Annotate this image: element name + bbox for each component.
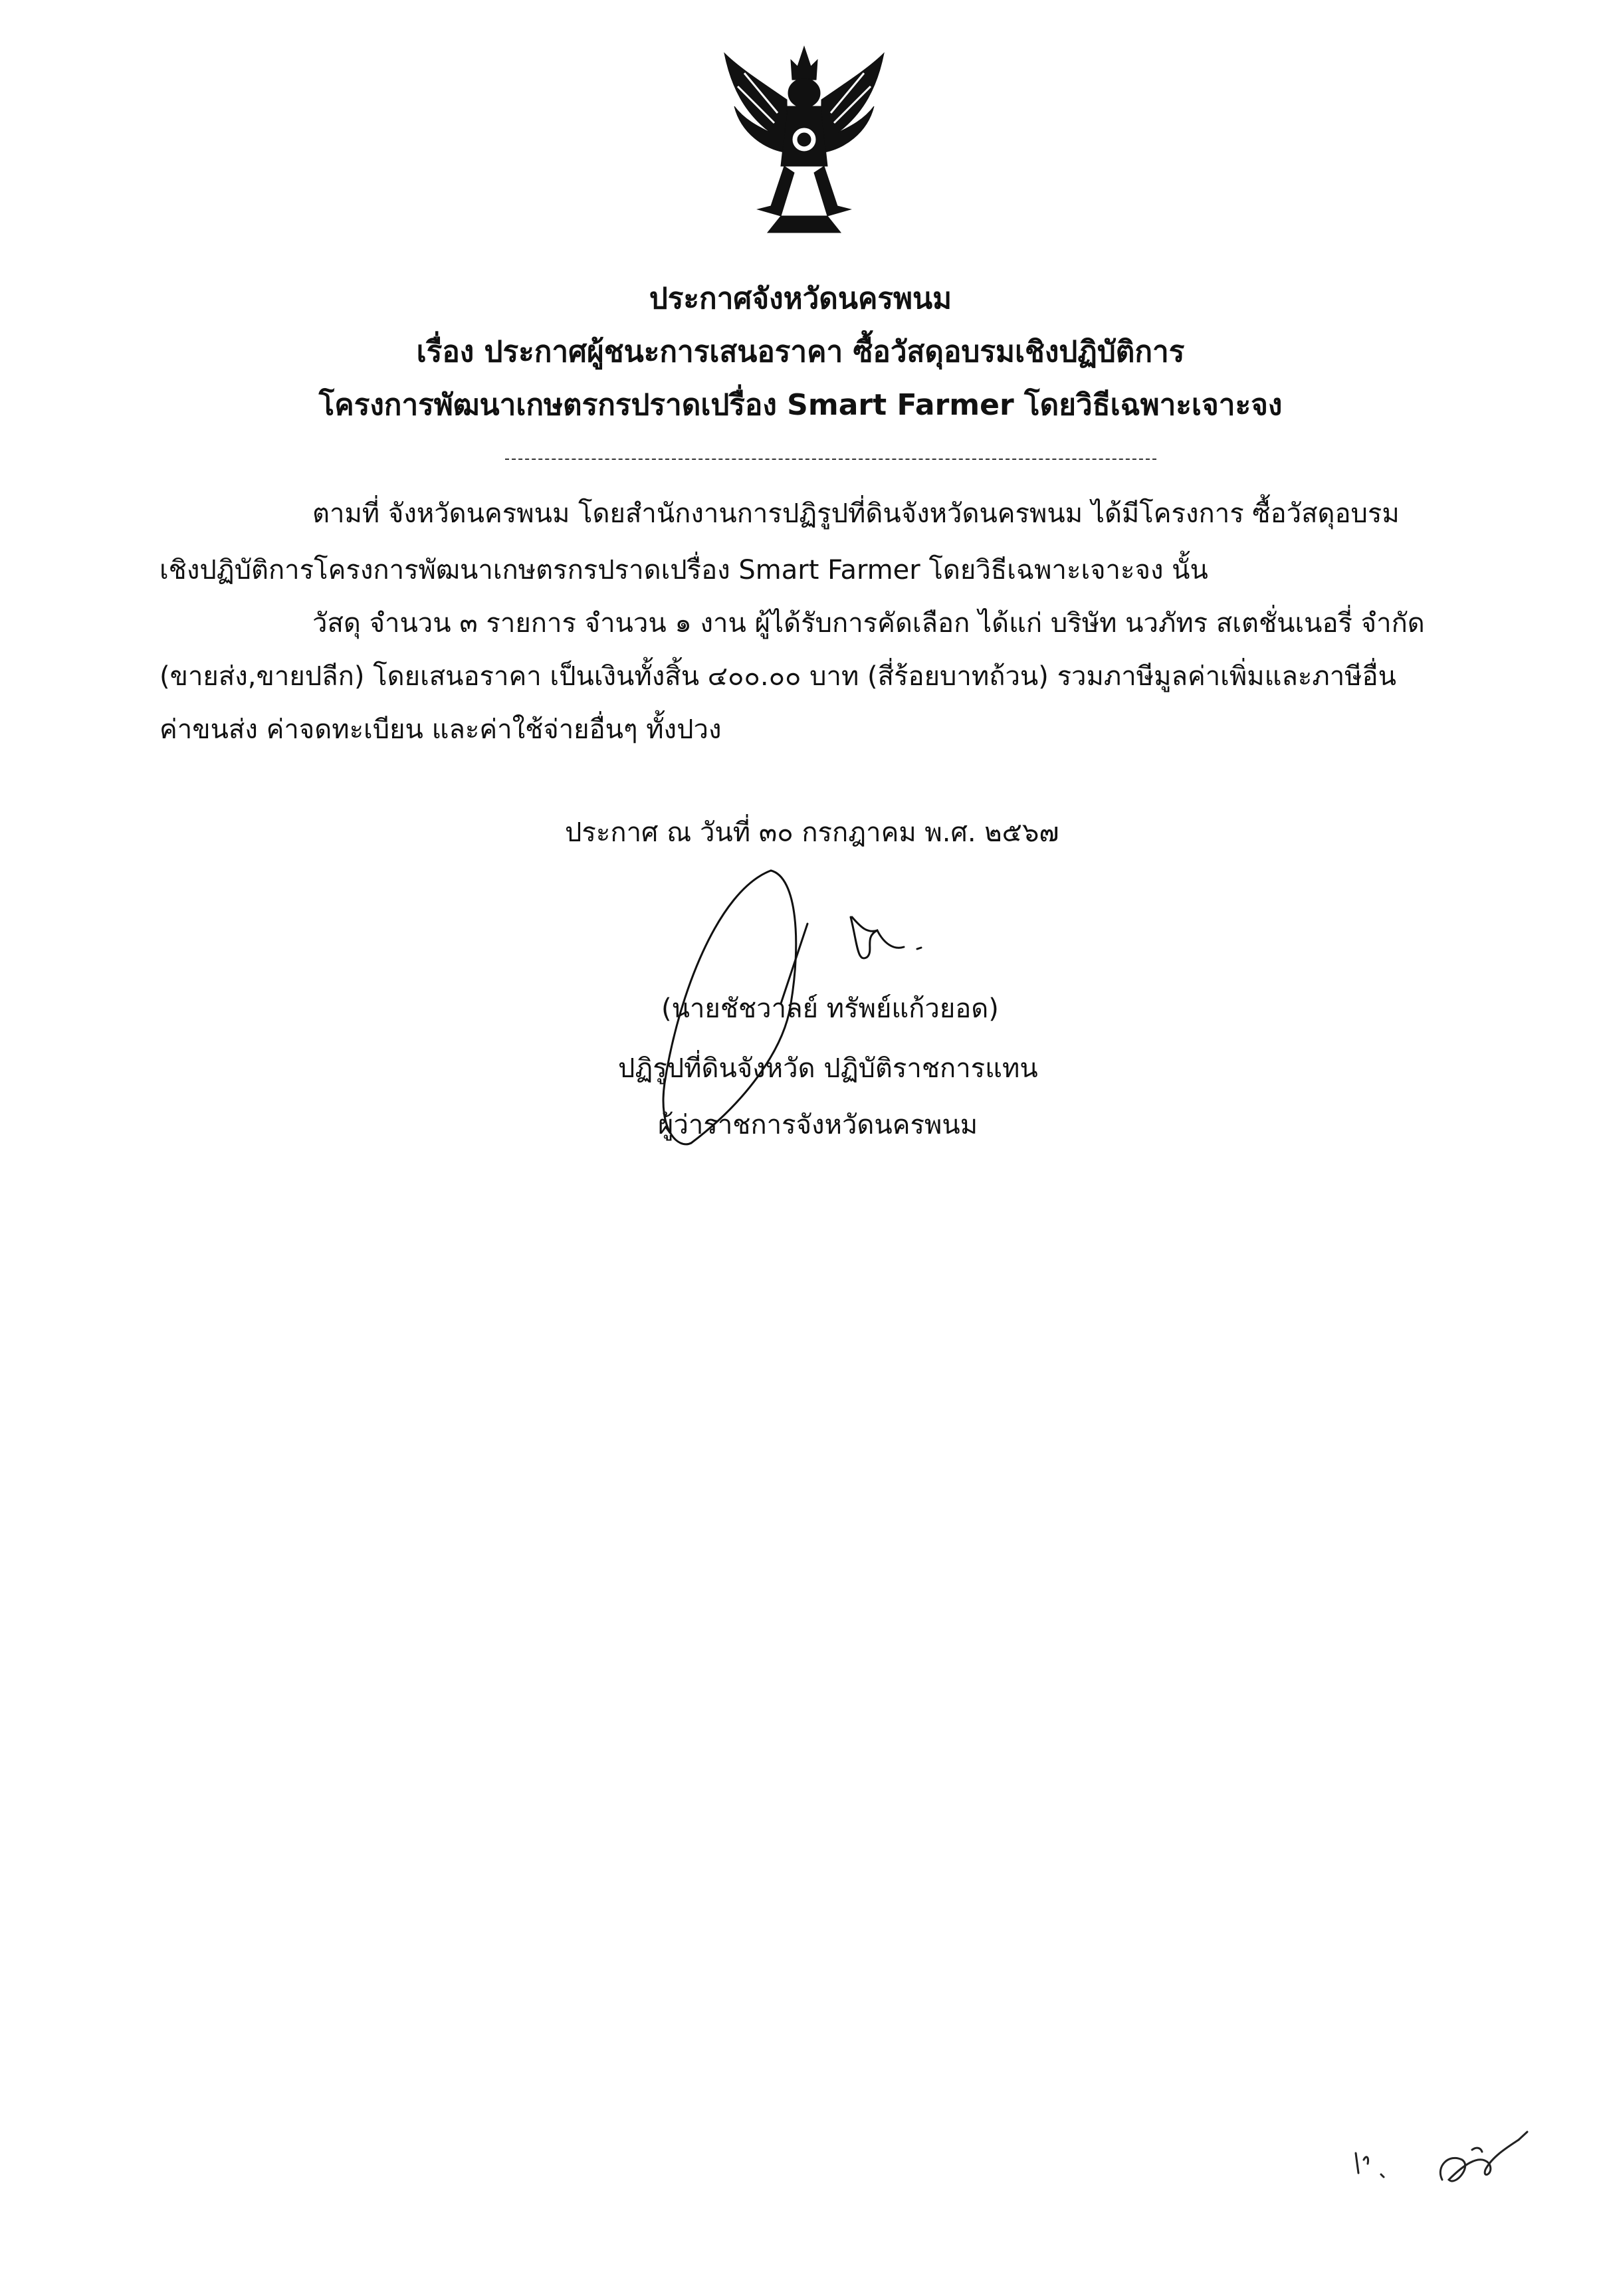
body-paragraph-1-line-2: เชิงปฏิบัติการโครงการพัฒนาเกษตรกรปราดเปรื่อง Smart Farmer โดยวิธีเฉพาะเจาะจง นั้น xyxy=(160,555,1208,585)
announcement-date: ประกาศ ณ วันที่ ๓๐ กรกฎาคม พ.ศ. ๒๕๖๗ xyxy=(565,817,1059,848)
document-title: ประกาศจังหวัดนครพนม xyxy=(649,282,952,316)
signatory-name: (นายชัชวาลย์ ทรัพย์แก้วยอด) xyxy=(661,993,999,1024)
body-paragraph-1-line-1: ตามที่ จังหวัดนครพนม โดยสำนักงานการปฏิรูปที่ดินจังหวัดนครพนม ได้มีโครงการ ซื้อวัสดุอบรม xyxy=(312,498,1400,529)
body-paragraph-2-line-3: ค่าขนส่ง ค่าจดทะเบียน และค่าใช้จ่ายอื่นๆ ทั้งปวง xyxy=(160,714,722,745)
body-paragraph-2-line-1: วัสดุ จำนวน ๓ รายการ จำนวน ๑ งาน ผู้ได้รับการคัดเลือก ได้แก่ บริษัท นวภัทร สเตชั่นเนอรี่ จำกัด xyxy=(312,608,1425,639)
divider xyxy=(505,459,1156,460)
document-project: โครงการพัฒนาเกษตรกรปราดเปรื่อง Smart Farmer โดยวิธีเฉพาะเจาะจง xyxy=(318,388,1283,422)
document-subject: เรื่อง ประกาศผู้ชนะการเสนอราคา ซื้อวัสดุอบรมเชิงปฏิบัติการ xyxy=(416,335,1185,369)
handwritten-initials-icon xyxy=(1349,2113,1548,2206)
body-paragraph-2-line-2: (ขายส่ง,ขายปลีก) โดยเสนอราคา เป็นเงินทั้งสิ้น ๔๐๐.๐๐ บาท (สี่ร้อยบาทถ้วน) รวมภาษีมูลค่าเพิ่มและภาษีอื่น xyxy=(160,661,1396,692)
signatory-office: ผู้ว่าราชการจังหวัดนครพนม xyxy=(658,1110,978,1140)
garuda-emblem-icon xyxy=(718,40,891,239)
signatory-position: ปฏิรูปที่ดินจังหวัด ปฏิบัติราชการแทน xyxy=(618,1053,1038,1084)
